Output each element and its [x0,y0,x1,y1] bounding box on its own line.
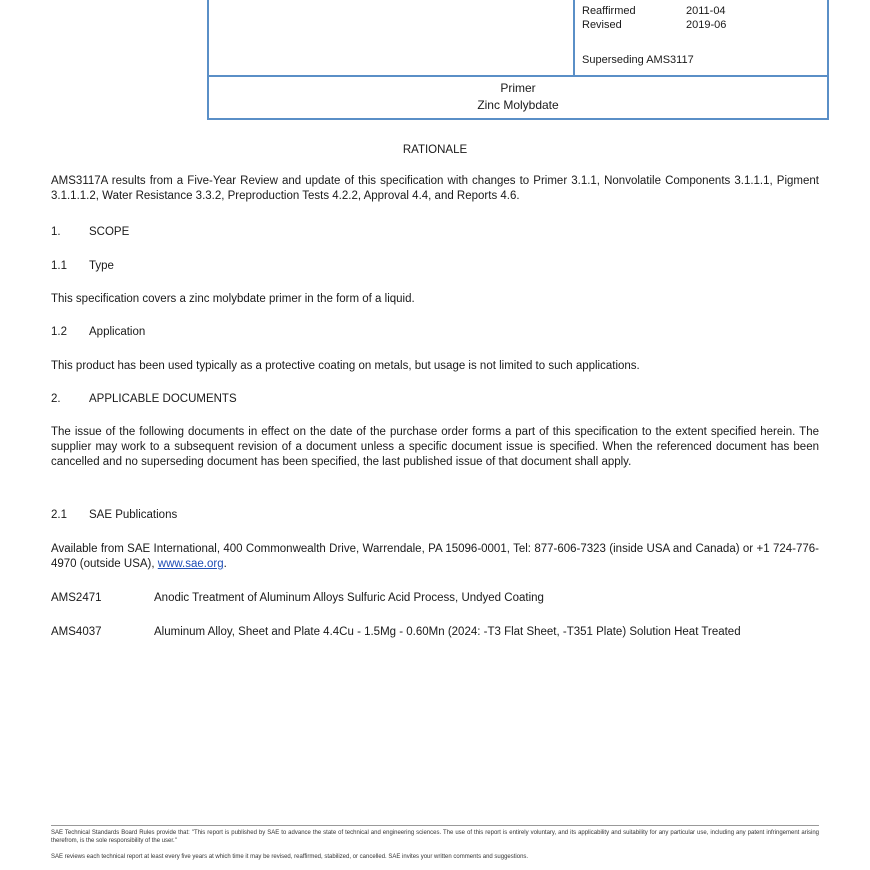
date-value: 2011-04 [686,5,726,17]
section-title: SAE Publications [89,509,178,521]
title-line-2: Zinc Molybdate [477,98,559,112]
reference-ams4037 [51,625,819,640]
applicable-documents-text: The issue of the following documents in effect on the date of the purchase order forms a part of this specification to the extent specified herein. The supplier may work to a subsequent revision of a document unless a specific document issue is specified. When the referenced document has been cancelled and no superseding document has been specified, the last published issue of that document shall apply. [51,426,819,468]
sae-address-text: Available from SAE International, 400 Commonwealth Drive, Warrendale, PA 15096-0001, Tel: 877-606-7323 (inside USA and Canada) or +1 724-776-4970 (outside USA), [51,543,819,570]
footer-rule [51,825,819,826]
reference-title: Aluminum Alloy, Sheet and Plate 4.4Cu - 1.5Mg - 0.60Mn (2024: -T3 Flat Sheet, -T351 Plate) Solution Heat Treated [154,626,741,638]
header-divider [573,0,575,75]
sae-publications-text [51,542,819,572]
date-row-revised [582,18,726,32]
footer-note-2: SAE reviews each technical report at least every five years at which time it may be revised, reaffirmed, stabilized, or cancelled. SAE invites your written comments and suggestions. [51,854,529,860]
section-scope [51,225,819,240]
title-line-1: Primer [500,81,536,95]
section-number: 2. [51,393,61,405]
application-text: This product has been used typically as a protective coating on metals, but usage is not limited to such applications. [51,360,640,372]
type-text: This specification covers a zinc molybdate primer in the form of a liquid. [51,293,415,305]
section-title: SCOPE [89,226,130,238]
section-type [51,259,819,274]
section-title: Type [89,260,114,272]
section-number: 1.1 [51,260,67,272]
footer-note-1: SAE Technical Standards Board Rules provide that: "This report is published by SAE to advance the state of technical and engineering sciences. The use of this report is entirely voluntary, and its applicability and suitability for any particular use, including any patent infringement arising therefrom, is the sole responsibility of the user." [51,830,819,844]
date-row-reaffirmed [582,4,726,18]
section-applicable-documents [51,392,819,407]
section-number: 1.2 [51,326,67,338]
section-title: APPLICABLE DOCUMENTS [89,393,237,405]
sae-text-end: . [223,558,227,570]
superseding-note: Superseding AMS3117 [582,54,694,66]
issue-dates [582,4,726,32]
document-title [209,80,827,114]
reference-ams2471 [51,591,819,606]
section-number: 1. [51,226,61,238]
date-label: Reaffirmed [582,5,636,17]
date-label: Revised [582,19,622,31]
header-box [207,0,829,120]
reference-code: AMS2471 [51,592,102,604]
date-value: 2019-06 [686,19,727,31]
reference-title: Anodic Treatment of Aluminum Alloys Sulfuric Acid Process, Undyed Coating [154,592,544,604]
section-application [51,325,819,340]
section-number: 2.1 [51,509,67,521]
sae-website-link[interactable]: www.sae.org [157,558,224,570]
rationale-heading: RATIONALE [402,144,468,156]
section-title: Application [89,326,146,338]
header-top [209,0,827,77]
section-sae-publications [51,508,819,523]
rationale-text: AMS3117A results from a Five-Year Review and update of this specification with changes to Primer 3.1.1, Nonvolatile Components 3.1.1.1, Pigment 3.1.1.1.2, Water Resistance 3.3.2, Preproduction Tests 4.2.2, Approval 4.4, and Reports 4.6. [51,175,819,202]
reference-code: AMS4037 [51,626,102,638]
